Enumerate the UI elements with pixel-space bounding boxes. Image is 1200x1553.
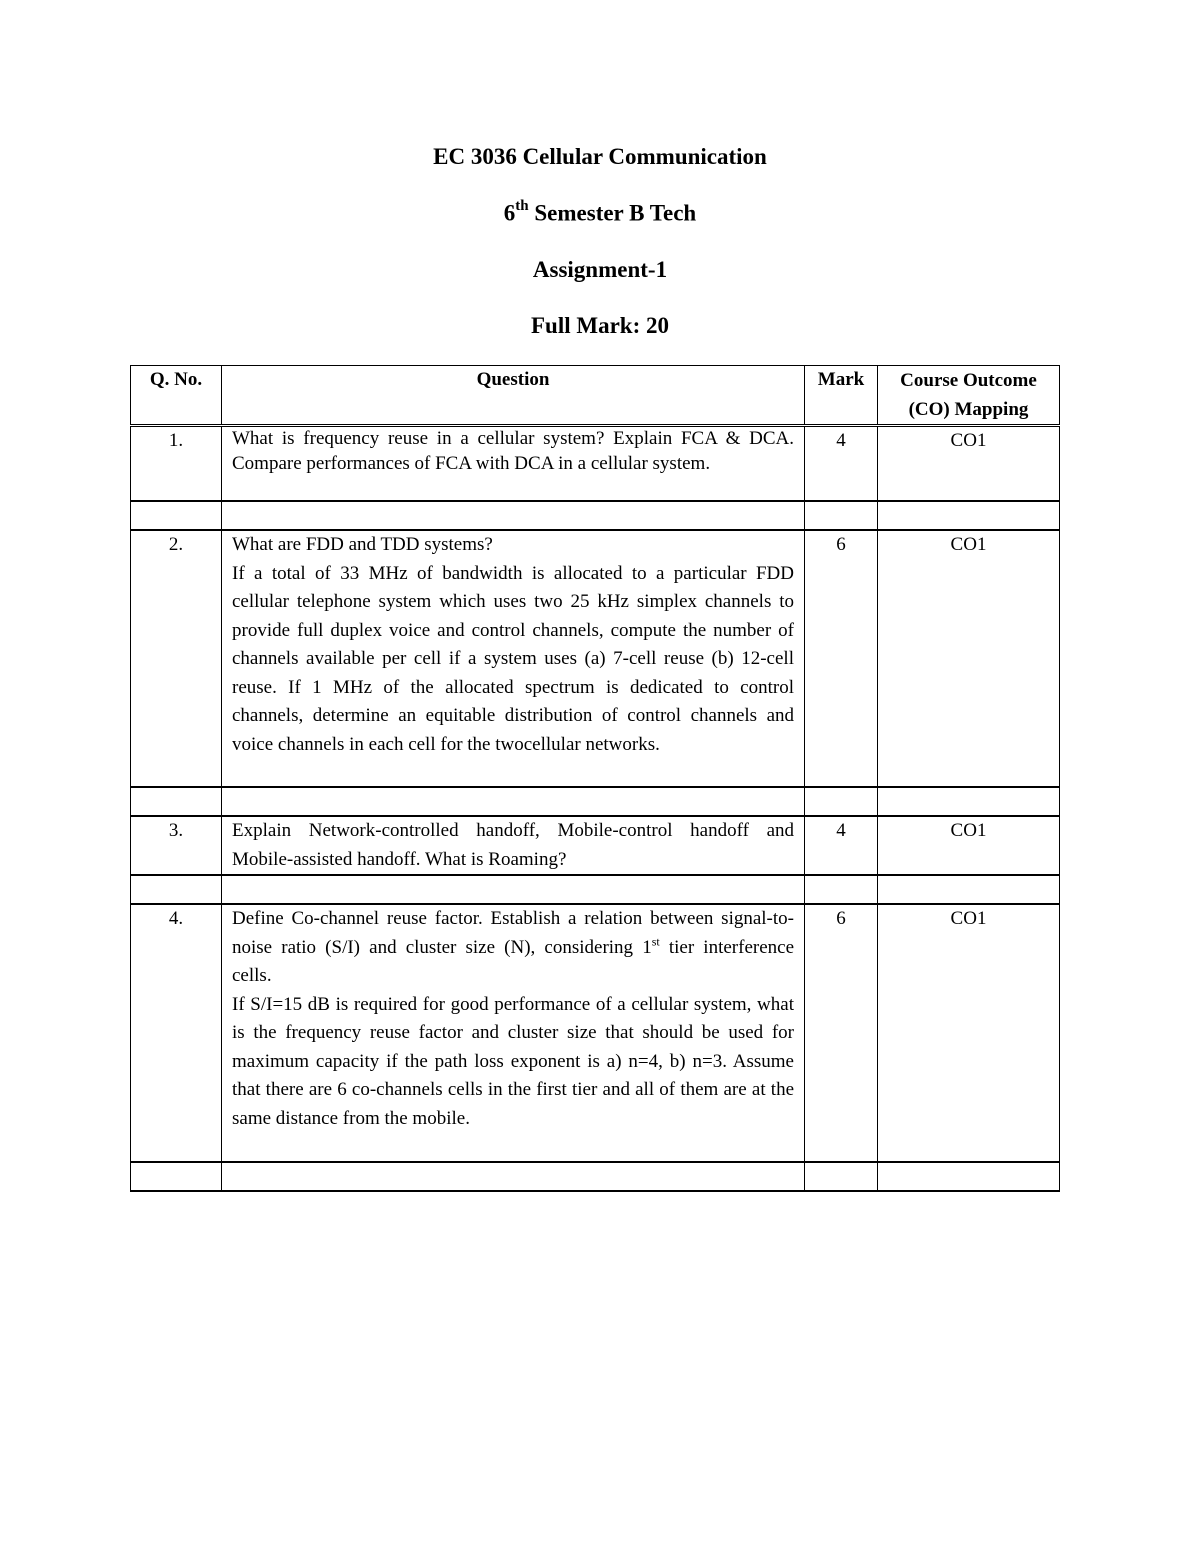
empty-row (131, 1162, 1060, 1191)
table-header-row (131, 366, 1060, 426)
question-text (222, 904, 805, 1162)
question-co: CO1 (878, 530, 1060, 787)
question-paragraph: What are FDD and TDD systems? (232, 534, 493, 555)
question-number: 2. (131, 530, 222, 787)
question-number: 3. (131, 816, 222, 875)
empty-row (131, 787, 1060, 816)
empty-row (131, 501, 1060, 530)
question-co: CO1 (878, 816, 1060, 875)
question-mark: 6 (805, 904, 878, 1162)
question-fragment: tier interference cells. (232, 936, 795, 986)
assignment-title: Assignment-1 (532, 257, 668, 282)
co-header-line1: Course Outcome (900, 370, 1037, 391)
question-number: 4. (131, 904, 222, 1162)
table-row (131, 816, 1060, 875)
question-mark: 4 (805, 426, 878, 502)
question-fragment: Define Co-channel reuse factor. Establish a relation between signal-to-noise ratio (S/I) and cluster size (N), considering 1 (232, 908, 794, 958)
column-header-co (878, 366, 1060, 426)
table-row (131, 426, 1060, 502)
column-header-mark: Mark (805, 366, 878, 426)
co-header-line2: (CO) Mapping (908, 399, 1029, 420)
empty-row (131, 875, 1060, 904)
course-title: EC 3036 Cellular Communication (433, 144, 767, 169)
table-row (131, 904, 1060, 1162)
column-header-question: Question (222, 366, 805, 426)
question-paragraph (232, 905, 794, 991)
question-text (222, 816, 805, 875)
question-text (222, 426, 805, 502)
semester-line (0, 200, 1200, 227)
table-row (131, 530, 1060, 787)
question-co: CO1 (878, 426, 1060, 502)
full-mark: Full Mark: 20 (531, 313, 669, 338)
semester-number: 6 (503, 200, 516, 226)
question-number: 1. (131, 426, 222, 502)
semester-superscript: th (515, 198, 529, 214)
question-paragraph: What is frequency reuse in a cellular system? Explain FCA & DCA. Compare performances of FCA with DCA in a cellular system. (232, 428, 794, 474)
question-text (222, 530, 805, 787)
questions-table (130, 365, 1060, 1192)
semester-text: Semester B Tech (528, 200, 697, 226)
ordinal-superscript: st (651, 934, 660, 949)
question-mark: 6 (805, 530, 878, 787)
question-paragraph: Explain Network-controlled handoff, Mobile-control handoff and Mobile-assisted handoff. What is Roaming? (232, 820, 794, 870)
column-header-qno: Q. No. (131, 366, 222, 426)
question-co: CO1 (878, 904, 1060, 1162)
question-mark: 4 (805, 816, 878, 875)
question-paragraph: If S/I=15 dB is required for good performance of a cellular system, what is the frequency reuse factor and cluster size that should be used for maximum capacity if the path loss exponent is a) n=4, b) n=3. Assume that there are 6 co-channels cells in the first tier and all of them are at the same distance from the mobile. (232, 993, 794, 1129)
question-paragraph: If a total of 33 MHz of bandwidth is allocated to a particular FDD cellular telephone system which uses two 25 kHz simplex channels to provide full duplex voice and control channels, compute the number of channels available per cell if a system uses (a) 7-cell reuse (b) 12-cell reuse. If 1 MHz of the allocated spectrum is dedicated to control channels, determine an equitable distribution of control channels and voice channels in each cell for the twocellular networks. (232, 562, 794, 755)
